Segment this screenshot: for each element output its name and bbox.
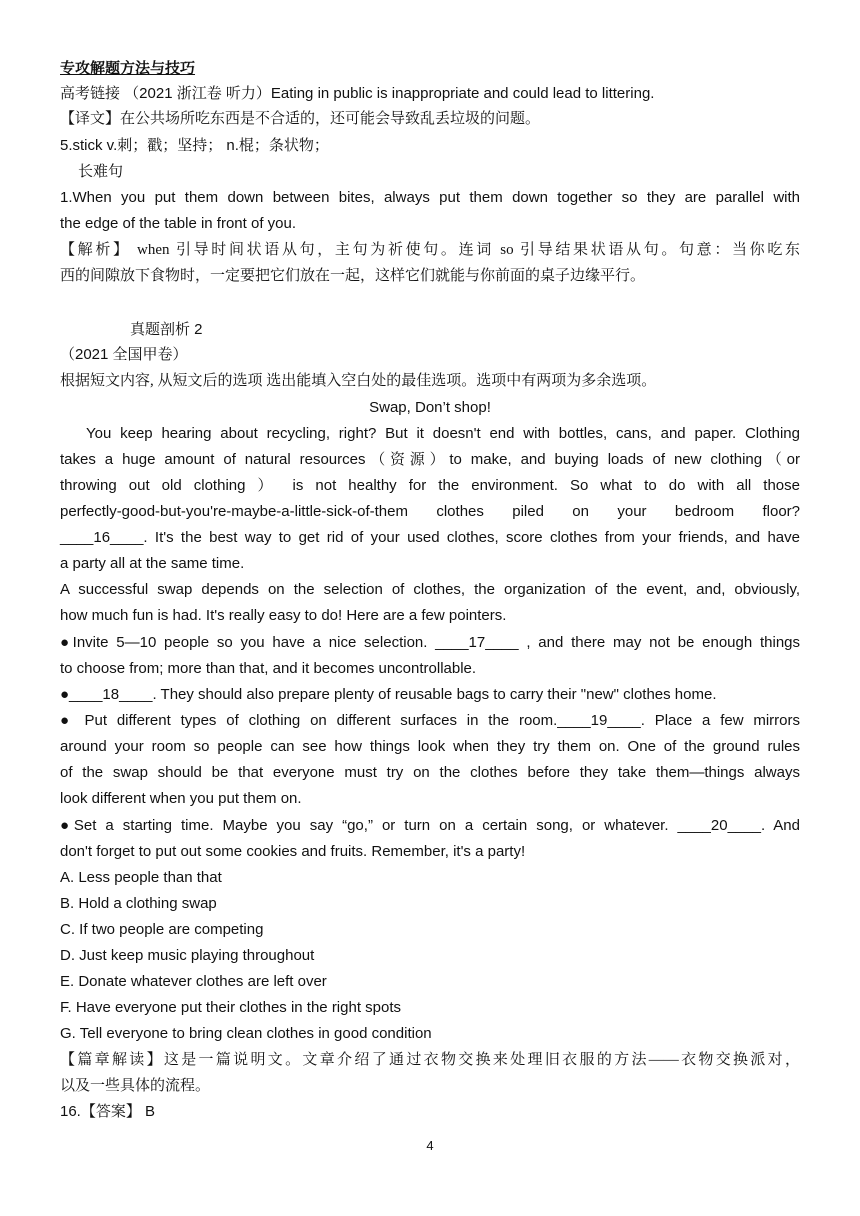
option-f: F. Have everyone put their clothes in the right spots [60, 999, 402, 1016]
passage-line: throwing out old clothing ） is not healthy for the environment. So what to do with all those [60, 477, 800, 494]
exam-link-line: 高考链接 （2021 浙江卷 听力）Eating in public is inappropriate and could lead to littering. [60, 85, 655, 102]
passage-line: don't forget to put out some cookies and fruits. Remember, it's a party! [60, 843, 526, 860]
passage-line: A successful swap depends on the selection of clothes, the organization of the event, and, obviously, [60, 581, 800, 598]
interpretation-line: 以及一些具体的流程。 [60, 1078, 211, 1094]
sentence-line: 1.When you put them down between bites, always put them down together so they are parallel with [60, 189, 800, 206]
passage-line: ●____18____. They should also prepare plenty of reusable bags to carry their "new" clothes home. [60, 686, 717, 703]
passage-line: ____16____. It's the best way to get rid of your used clothes, score clothes from your friends, and have [60, 529, 800, 546]
option-c: C. If two people are competing [60, 921, 264, 938]
option-d: D. Just keep music playing throughout [60, 947, 315, 964]
passage-line: of the swap should be that everyone must try on the clothes before they take them—things always [60, 764, 800, 781]
passage-line: You keep hearing about recycling, right? But it doesn't end with bottles, cans, and paper. Clothing [86, 425, 800, 442]
passage-line: ●Invite 5—10 people so you have a nice selection. ____17____ , and there may not be enough things [60, 634, 800, 651]
passage-line: ●Set a starting time. Maybe you say “go,” or turn on a certain song, or whatever. ____20____. And [60, 817, 800, 834]
passage-line: perfectly-good-but-you're-maybe-a-little-sick-of-them clothes piled on your bedroom floor? [60, 503, 800, 520]
passage-line: around your room so people can see how things look when they try them on. One of the ground rules [60, 738, 800, 755]
option-e: E. Donate whatever clothes are left over [60, 973, 327, 990]
passage-line: how much fun is had. It's really easy to do! Here are a few pointers. [60, 607, 507, 624]
vocab-line: 5.stick v.刺；戳；坚持； n.棍；条状物； [60, 137, 329, 154]
passage-line: a party all at the same time. [60, 555, 245, 572]
instructions: 根据短文内容, 从短文后的选项 选出能填入空白处的最佳选项。选项中有两项为多余选项。 [60, 373, 657, 389]
answer-16: 16.【答案】 B [60, 1103, 156, 1120]
option-b: B. Hold a clothing swap [60, 895, 217, 912]
option-g: G. Tell everyone to bring clean clothes in good condition [60, 1025, 432, 1042]
section-heading: 真题剖析 2 [130, 321, 203, 338]
sentence-line: the edge of the table in front of you. [60, 215, 297, 232]
page-number: 4 [426, 1138, 434, 1153]
section-header-title: 专攻解题方法与技巧 [60, 60, 196, 77]
analysis-line: 【解析】 when 引导时间状语从句，主句为祈使句。连词 so 引导结果状语从句。句意：当你吃东 [60, 242, 800, 258]
analysis-line: 西的间隙放下食物时，一定要把它们放在一起，这样它们就能与你前面的桌子边缘平行。 [60, 268, 646, 284]
passage-line: takes a huge amount of natural resources（资源）to make, and buying loads of new clothing（or [60, 451, 800, 468]
passage-title: Swap, Don’t shop! [369, 399, 491, 416]
difficult-sentence-heading: 长难句 [78, 164, 124, 180]
option-a: A. Less people than that [60, 869, 222, 886]
exam-source: （2021 全国甲卷） [60, 346, 188, 363]
passage-line: to choose from; more than that, and it becomes uncontrollable. [60, 660, 477, 677]
translation-line: 【译文】在公共场所吃东西是不合适的，还可能会导致乱丢垃圾的问题。 [60, 111, 541, 127]
passage-line: look different when you put them on. [60, 790, 302, 807]
passage-line: ● Put different types of clothing on different surfaces in the room.____19____. Place a few mirrors [60, 712, 800, 729]
interpretation-line: 【篇章解读】这是一篇说明文。文章介绍了通过衣物交换来处理旧衣服的方法——衣物交换派对， [60, 1052, 800, 1068]
